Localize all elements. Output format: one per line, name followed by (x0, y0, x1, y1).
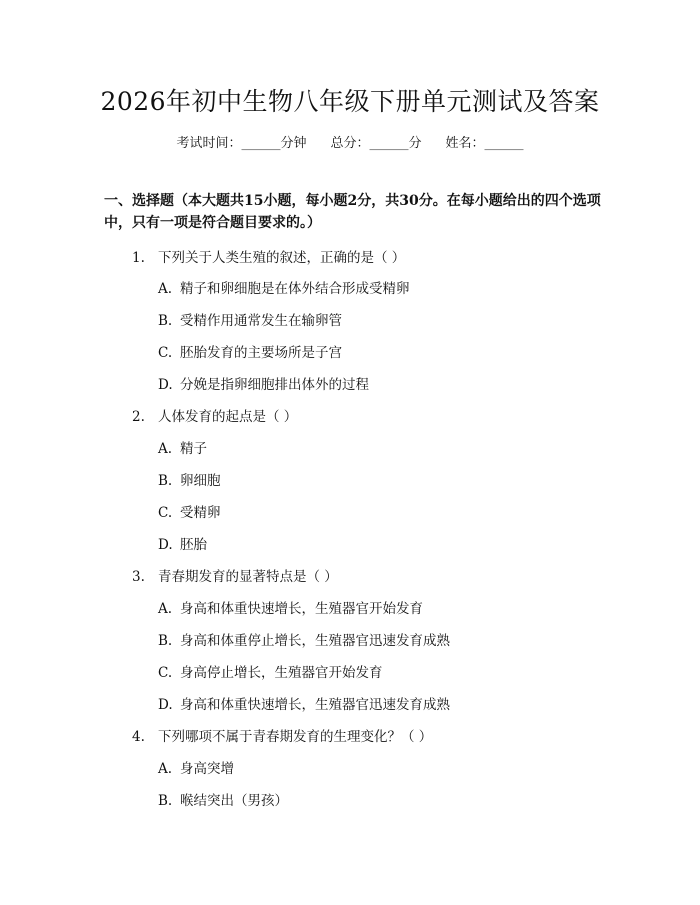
option-3a (158, 597, 423, 617)
option-4a (158, 757, 234, 777)
exam-time-field: 考试时间：______分钟 (176, 136, 307, 151)
question-number: 2. (132, 409, 145, 425)
exam-info-line (0, 132, 700, 151)
question-text: 下列关于人类生殖的叙述，正确的是（ ） (158, 250, 406, 266)
page-title: 2026年初中生物八年级下册单元测试及答案 (100, 87, 600, 116)
option-label: C. (158, 505, 173, 521)
option-3c (158, 661, 383, 681)
option-label: D. (158, 697, 173, 713)
question-number: 4. (132, 729, 145, 745)
option-label: B. (158, 313, 173, 329)
option-text: 身高和体重快速增长，生殖器官迅速发育成熟 (180, 697, 450, 713)
question-text: 下列哪项不属于青春期发育的生理变化？（ ） (158, 729, 433, 745)
option-text: 胚胎发育的主要场所是子宫 (180, 345, 342, 361)
option-3d (158, 693, 450, 713)
option-label: A. (158, 761, 173, 777)
option-1c (158, 341, 342, 361)
question-number: 3. (132, 569, 145, 585)
question-4 (132, 725, 432, 745)
option-text: 喉结突出（男孩） (180, 793, 288, 809)
question-text: 人体发育的起点是（ ） (158, 409, 298, 425)
question-2 (132, 405, 297, 425)
question-number: 1. (132, 250, 145, 266)
option-label: B. (158, 473, 173, 489)
option-text: 受精作用通常发生在输卵管 (180, 313, 342, 329)
option-2a (158, 437, 207, 457)
option-text: 身高和体重停止增长，生殖器官迅速发育成熟 (180, 633, 450, 649)
option-text: 精子和卵细胞是在体外结合形成受精卵 (180, 281, 410, 297)
option-label: A. (158, 281, 173, 297)
option-label: C. (158, 665, 173, 681)
name-field: 姓名：______ (445, 136, 524, 151)
option-text: 卵细胞 (180, 473, 221, 489)
option-label: C. (158, 345, 173, 361)
total-score-field: 总分：______分 (330, 136, 422, 151)
section-heading: 一、选择题（本大题共15小题，每小题2分，共30分。在每小题给出的四个选项中，只有一项是符合题目要求的。） (104, 193, 601, 231)
option-label: D. (158, 537, 173, 553)
question-1 (132, 246, 405, 266)
option-1d (158, 373, 369, 393)
option-label: B. (158, 793, 173, 809)
option-4b (158, 789, 288, 809)
option-2c (158, 501, 221, 521)
option-2b (158, 469, 221, 489)
option-1b (158, 309, 342, 329)
option-label: B. (158, 633, 173, 649)
option-text: 分娩是指卵细胞排出体外的过程 (180, 377, 369, 393)
question-3 (132, 565, 338, 585)
option-label: D. (158, 377, 173, 393)
option-label: A. (158, 441, 173, 457)
option-text: 身高和体重快速增长，生殖器官开始发育 (180, 601, 423, 617)
option-3b (158, 629, 450, 649)
option-text: 身高突增 (180, 761, 234, 777)
option-label: A. (158, 601, 173, 617)
option-text: 胚胎 (180, 537, 207, 553)
question-text: 青春期发育的显著特点是（ ） (158, 569, 338, 585)
option-text: 受精卵 (180, 505, 221, 521)
option-1a (158, 277, 410, 297)
option-2d (158, 533, 207, 553)
option-text: 身高停止增长，生殖器官开始发育 (180, 665, 383, 681)
option-text: 精子 (180, 441, 207, 457)
